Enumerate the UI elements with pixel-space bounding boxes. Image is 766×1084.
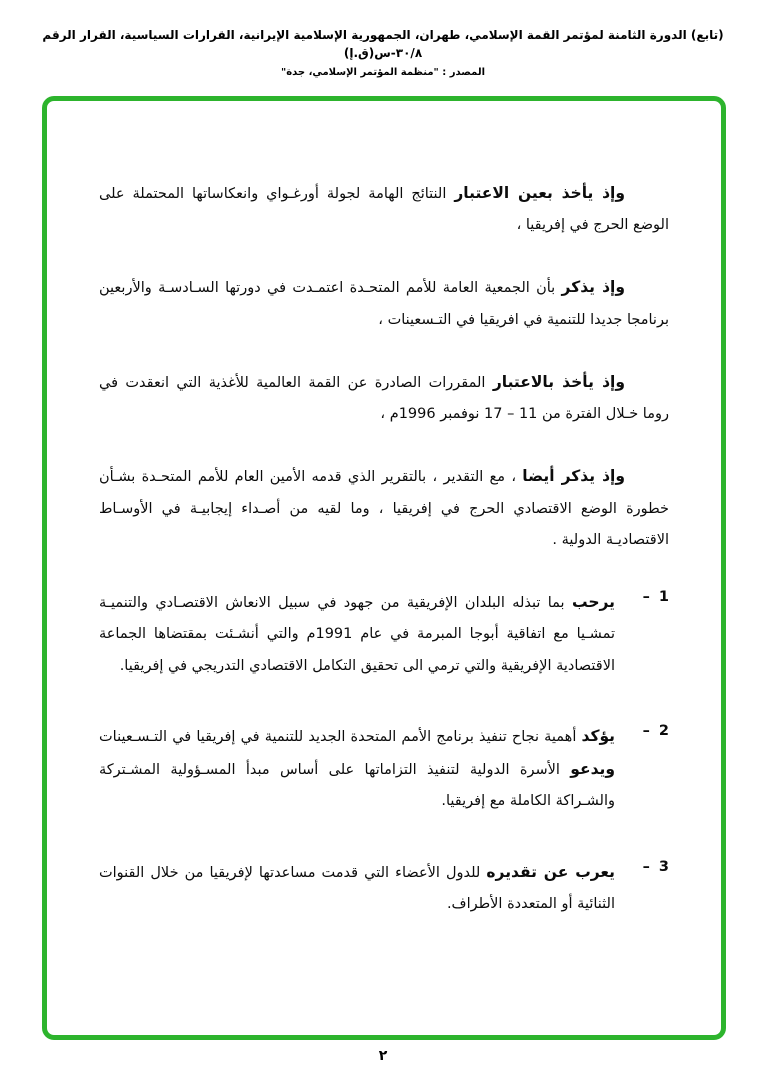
item-dash: – (642, 589, 650, 606)
item-text (99, 856, 615, 920)
item-number: 3 (658, 858, 669, 875)
operative-items-list (99, 586, 669, 920)
item-marker (615, 720, 669, 818)
item-text (99, 586, 615, 682)
paragraph-lead: وإذ يأخذ بالاعتبار (492, 372, 626, 391)
list-item (99, 586, 669, 682)
paragraph-text: بأن الجمعية العامة للأمم المتحـدة اعتمـدت في دورتها السـادسـة والأربعين برنامجا جديدا للتنمية في افريقيا في التـسعينات ، (99, 280, 669, 328)
item-lead-secondary: ويدعو (570, 760, 615, 779)
preamble-paragraph (99, 460, 669, 556)
item-body-text: أهمية نجاح تنفيذ برنامج الأمم المتحدة الجديد للتنمية في إفريقيا في التـسـعينات (99, 728, 577, 745)
item-body-text: بما تبذله البلدان الإفريقية من جهود في سبيل الانعاش الاقتصـادي والتنميـة تمشـيا مع اتفاقية أبوجا المبرمة في عام 1991م والتي أنشـئت بمقتضاها الجماعة الاقتصادية الإفريقية والتي ترمي الى تحقيق التكامل الاقتصادي التدريجي في إفريقيا. (99, 595, 616, 674)
item-number: 1 (658, 589, 669, 606)
item-lead: يرحب (571, 593, 615, 612)
item-dash: – (642, 722, 650, 739)
document-header (0, 26, 766, 78)
paragraph-lead: وإذ يذكر (561, 278, 625, 297)
preamble-paragraph (99, 271, 669, 335)
item-lead: يعرب عن تقديره (486, 862, 615, 881)
item-dash: – (642, 858, 650, 875)
header-title: (تابع) الدورة الثامنة لمؤتمر القمة الإسلامي، طهران، الجمهورية الإسلامية الإيرانية، القرارات السياسية، القرار الرقم ٣٠/٨-س(ق.إ) (42, 28, 724, 60)
preamble-paragraph (99, 366, 669, 430)
preamble-paragraph (99, 177, 669, 241)
item-body-text-secondary: الأسرة الدولية لتنفيذ التزاماتها على أساس مبدأ المسـؤولية المشـتركة والشـراكة الكاملة مع إفريقيا. (99, 762, 615, 810)
paragraph-lead: وإذ يذكر أيضا (522, 467, 625, 486)
page-number: ٢ (378, 1048, 388, 1064)
item-lead: يؤكد (581, 726, 615, 745)
paragraph-text: النتائج الهامة لجولة أورغـواي وانعكاساتها المحتملة على الوضع الحرج في إفريقيا ، (99, 186, 669, 234)
paragraph-text: المقررات الصادرة عن القمة العالمية للأغذية التي انعقدت في روما خـلال الفترة من 11 – 17 نوفمبر 1996م ، (99, 374, 669, 423)
item-marker (615, 856, 669, 920)
paragraph-lead: وإذ يأخذ بعين الاعتبار (454, 184, 626, 202)
list-item (99, 856, 669, 920)
paragraph-text: ، مع التقدير ، بالتقرير الذي قدمه الأمين العام للأمم المتحـدة بشـأن خطورة الوضع الاقتصادي الحرج في إفريقيا ، وما لقيه من أصـداء إيجابيـة في الأوسـاط الاقتصاديـة الدولية . (99, 469, 669, 548)
list-item (99, 720, 669, 818)
document-frame (42, 96, 726, 1040)
item-body-text: للدول الأعضاء التي قدمت مساعدتها لإفريقيا من خلال القنوات الثنائية أو المتعددة الأطراف. (99, 864, 615, 912)
item-number: 2 (658, 722, 669, 739)
item-marker (615, 586, 669, 682)
header-source: المصدر : "منظمة المؤتمر الإسلامي، جدة" (280, 67, 485, 78)
item-text (99, 720, 615, 818)
